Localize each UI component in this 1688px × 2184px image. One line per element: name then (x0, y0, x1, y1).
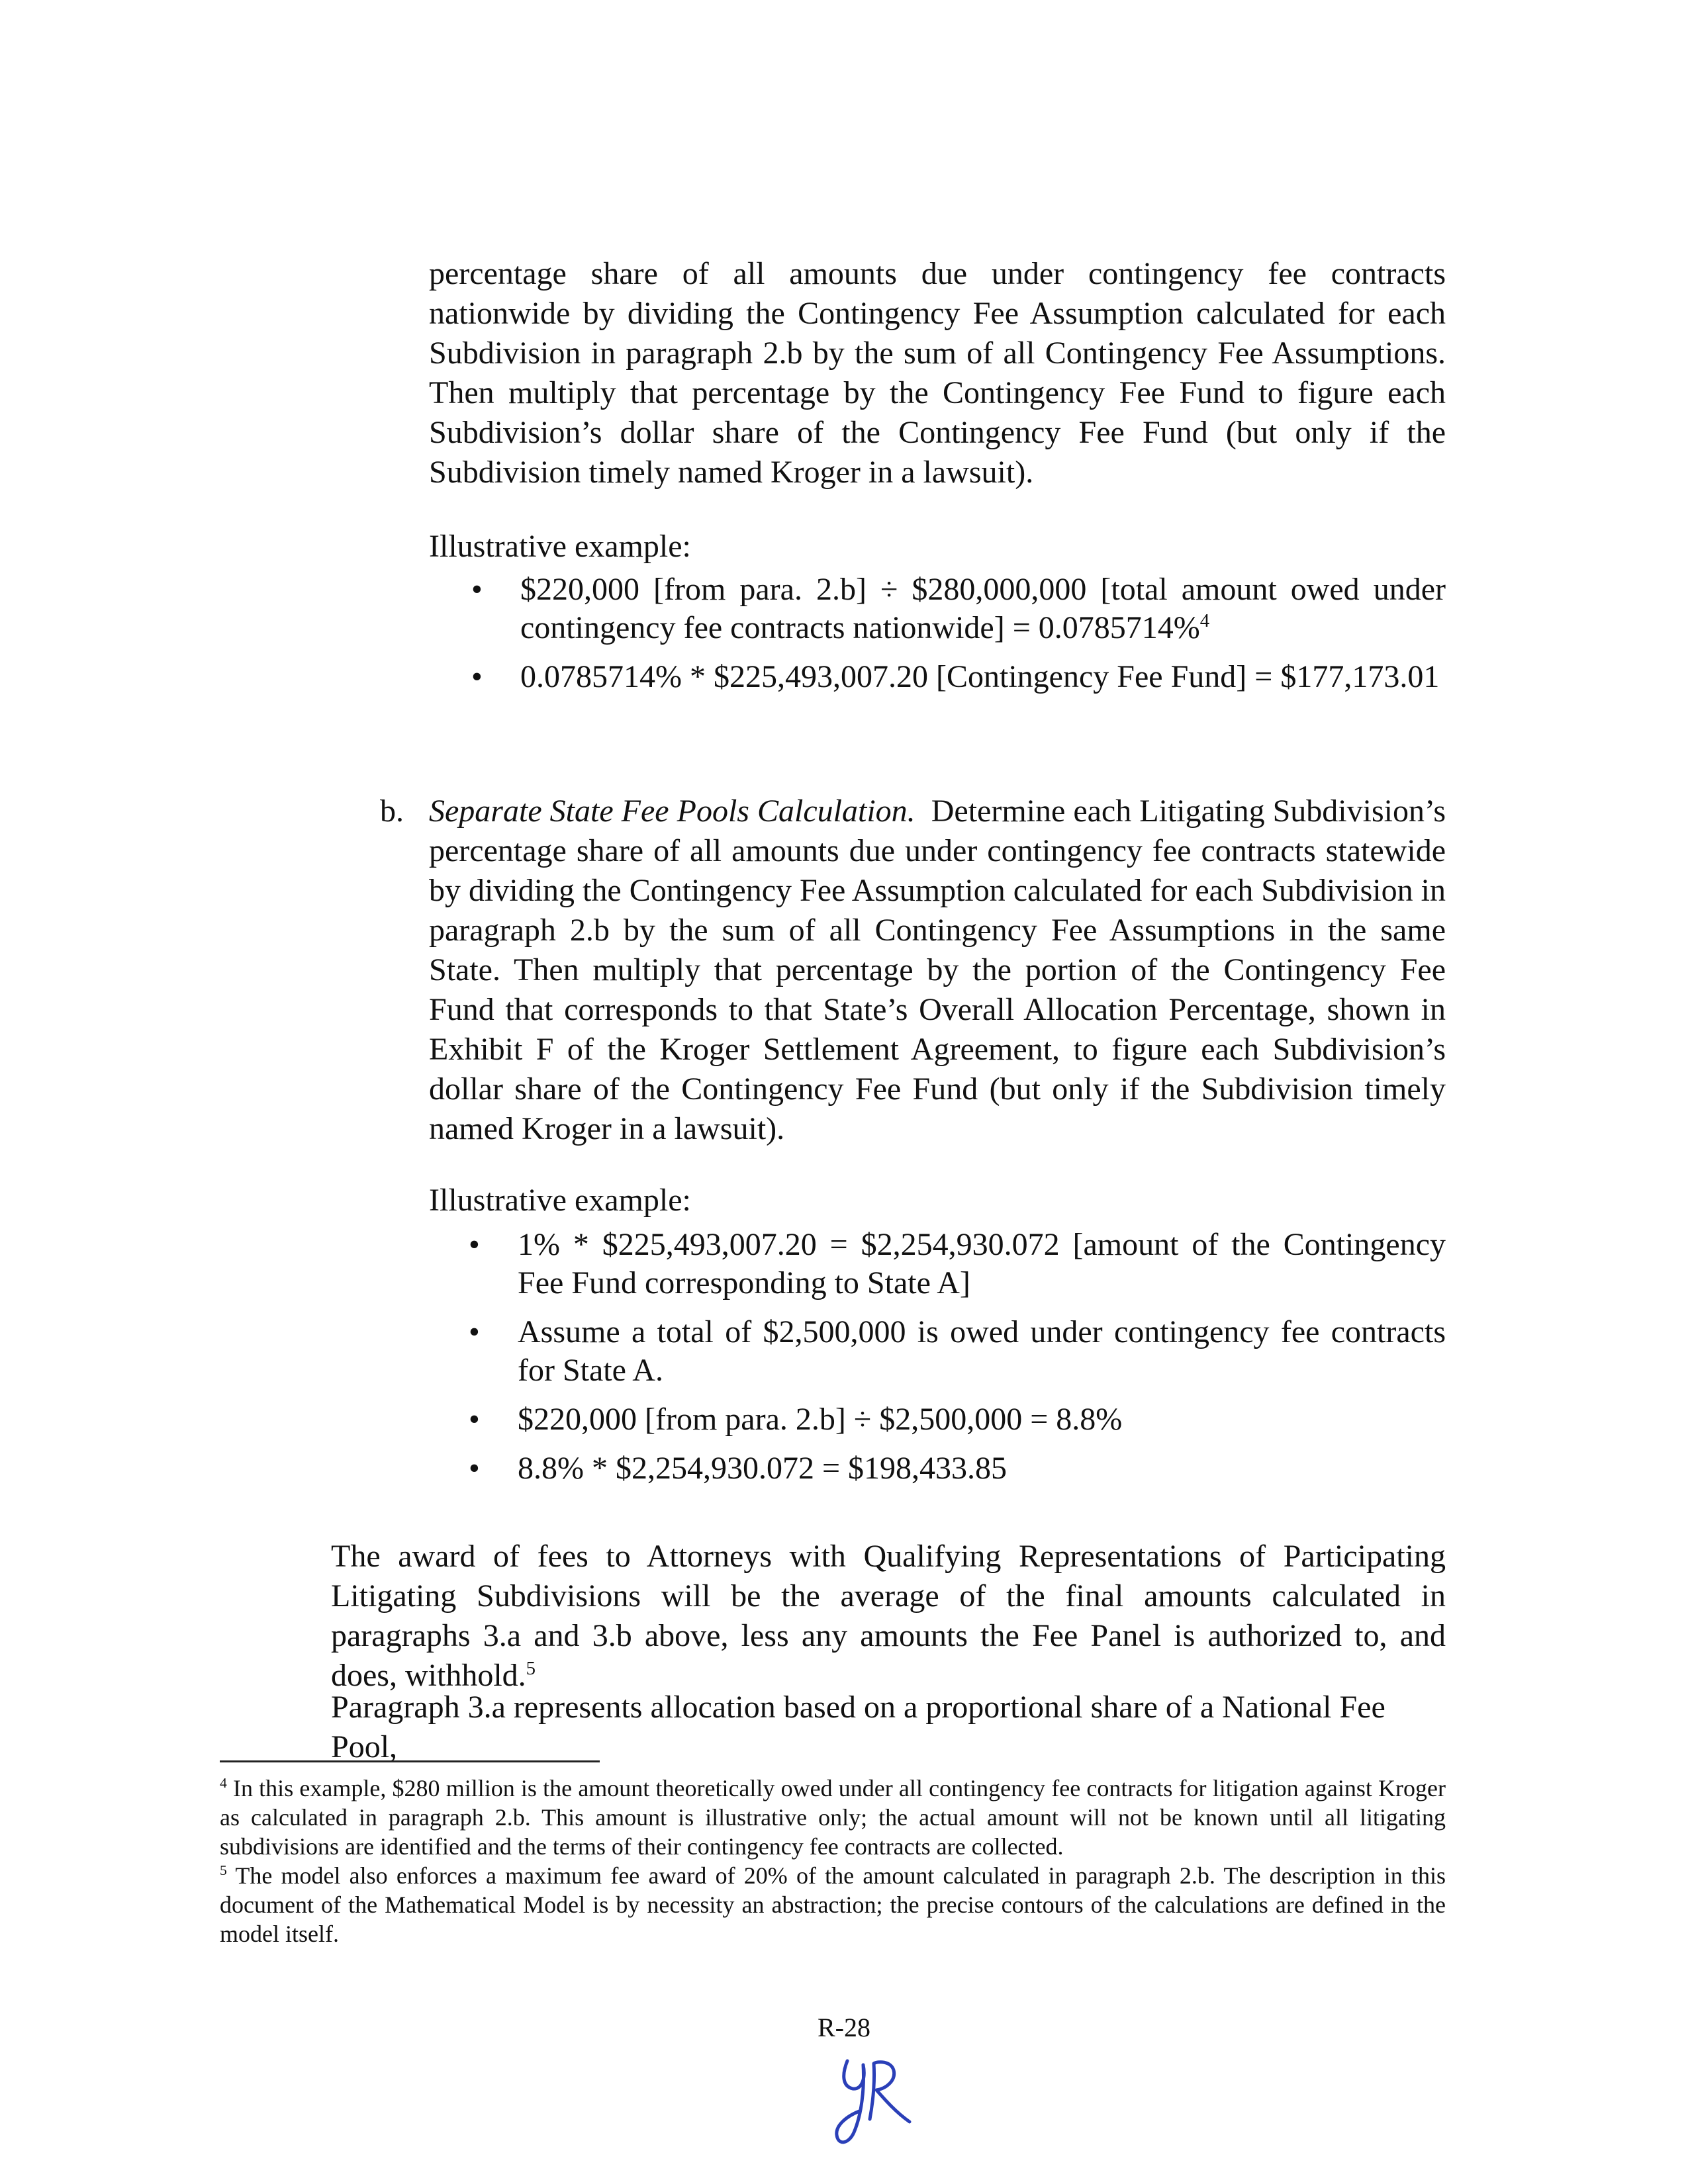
bullet-icon: • (471, 572, 483, 607)
footnotes (220, 1774, 1446, 1948)
list-item (471, 570, 1446, 647)
footnote-divider (220, 1760, 600, 1762)
footnote-number: 4 (220, 1775, 227, 1791)
example-a-label: Illustrative example: (429, 529, 691, 564)
list-item (469, 1449, 1446, 1488)
footnote-ref: 5 (526, 1658, 536, 1679)
list-item (469, 1400, 1446, 1439)
bullet-icon: • (469, 1314, 480, 1349)
example-b-bullets (469, 1226, 1446, 1498)
award-text: The award of fees to Attorneys with Qualifying Representations of Participating Litigating Subdivisions will be the average of the final amounts calculated in paragraphs 3.a and 3.b above, less any amounts the Fee Panel is authorized to, and does, withhold. (331, 1539, 1446, 1693)
list-item (469, 1226, 1446, 1302)
bullet-icon: • (469, 1227, 480, 1262)
example-b-label: Illustrative example: (429, 1183, 691, 1218)
footnote-text: The model also enforces a maximum fee award of 20% of the amount calculated in paragraph 2.b. The description in this document of the Mathematical Model is by necessity an abstraction; the precise contours of the calculations are defined in the model itself. (220, 1862, 1446, 1947)
bullet-text: Assume a total of $2,500,000 is owed under contingency fee contracts for State A. (518, 1314, 1446, 1388)
handwritten-initials (822, 2048, 921, 2154)
page-number: R-28 (818, 2013, 870, 2042)
section-b (380, 792, 1446, 1149)
list-item (471, 658, 1446, 696)
bullet-text: 8.8% * $2,254,930.072 = $198,433.85 (518, 1451, 1008, 1486)
bullet-text: $220,000 [from para. 2.b] ÷ $280,000,000 [total amount owed under contingency fee contracts nationwide] = 0.0785714% (520, 572, 1446, 645)
footnote-5 (220, 1861, 1446, 1948)
example-a-bullets (471, 570, 1446, 707)
continuation-paragraph: percentage share of all amounts due under contingency fee contracts nationwide by dividing the Contingency Fee Assumption calculated for each Subdivision in paragraph 2.b by the sum of all Contingency Fee Assumptions. Then multiply that percentage by the Contingency Fee Fund to figure each Subdivision’s dollar share of the Contingency Fee Fund (but only if the Subdivision timely named Kroger in a lawsuit). (429, 256, 1446, 490)
bullet-text: $220,000 [from para. 2.b] ÷ $2,500,000 = 8.8% (518, 1402, 1123, 1437)
bullet-icon: • (471, 659, 483, 694)
award-paragraph (331, 1537, 1446, 1696)
footnote-ref: 4 (1199, 610, 1210, 631)
footnote-text: In this example, $280 million is the amount theoretically owed under all contingency fee contracts for litigation against Kroger as calculated in paragraph 2.b. This amount is illustrative only; the actual amount will not be known until all litigating subdivisions are identified and the terms of their contingency fee contracts are collected. (220, 1775, 1446, 1860)
bullet-icon: • (469, 1402, 480, 1437)
section-b-heading: Separate State Fee Pools Calculation. (429, 794, 915, 829)
bullet-text: 0.0785714% * $225,493,007.20 [Contingency Fee Fund] = $177,173.01 (520, 659, 1440, 694)
footnote-4 (220, 1774, 1446, 1861)
section-b-paragraph (429, 792, 1446, 1149)
last-paragraph: Paragraph 3.a represents allocation based on a proportional share of a National Fee Pool, (331, 1690, 1385, 1764)
bullet-icon: • (469, 1451, 480, 1486)
list-item (469, 1313, 1446, 1390)
footnote-number: 5 (220, 1862, 227, 1878)
section-b-text: Determine each Litigating Subdivision’s percentage share of all amounts due under contingency fee contracts statewide by dividing the Contingency Fee Assumption calculated for each Subdivision in paragraph 2.b by the sum of all Contingency Fee Assumptions in the same State. Then multiply that percentage by the portion of the Contingency Fee Fund that corresponds to that State’s Overall Allocation Percentage, shown in Exhibit F of the Kroger Settlement Agreement, to figure each Subdivision’s dollar share of the Contingency Fee Fund (but only if the Subdivision timely named Kroger in a lawsuit). (429, 794, 1446, 1146)
section-b-marker: b. (380, 794, 404, 829)
bullet-text: 1% * $225,493,007.20 = $2,254,930.072 [amount of the Contingency Fee Fund corresponding to State A] (518, 1227, 1446, 1300)
